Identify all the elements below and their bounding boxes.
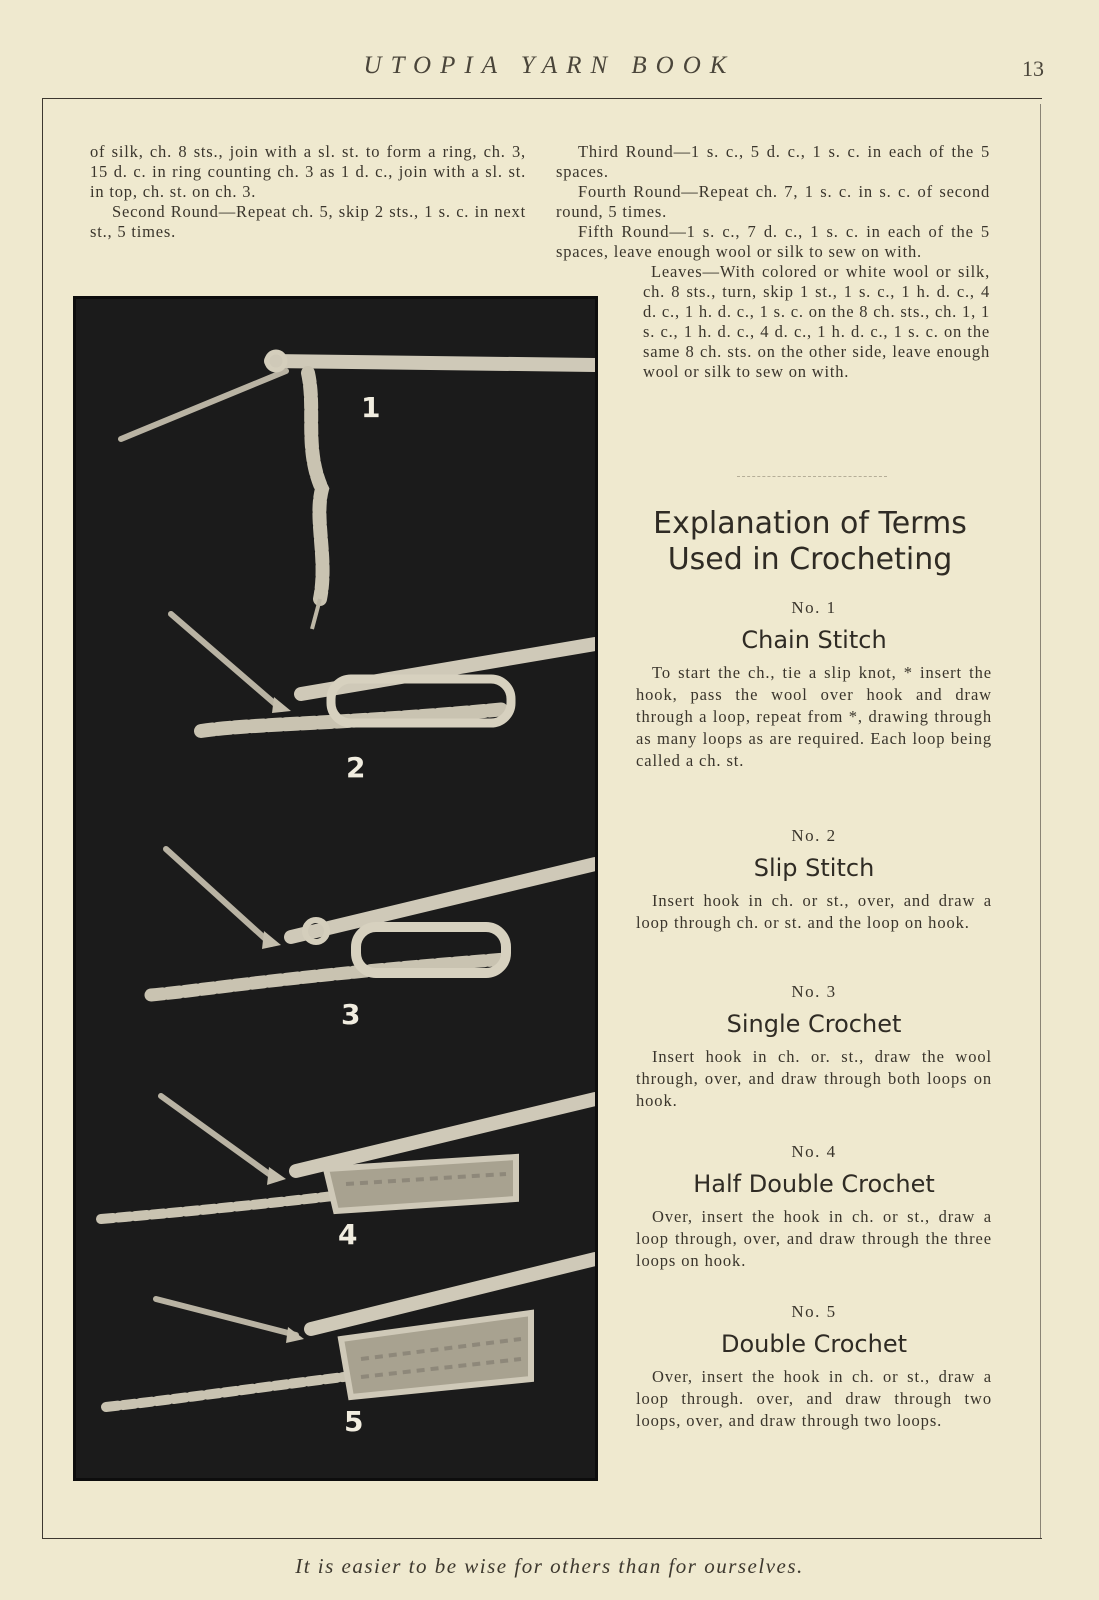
term-number: No. 5 [791, 1302, 837, 1321]
section-title [625, 506, 995, 578]
photo-number-1: 1 [361, 391, 381, 424]
term-description: To start the ch., tie a slip knot, * insert the hook, pass the wool over hook and draw through a loop, repeat from *, drawing through as many loops as are required. Each loop being called a ch. st. [636, 663, 992, 770]
term-name: Double Crochet [720, 1330, 908, 1358]
term-name: Chain Stitch [741, 626, 887, 654]
fourth-round-para: Fourth Round—Repeat ch. 7, 1 s. c. in s. c. of second round, 5 times. [556, 182, 990, 221]
term-number: No. 2 [791, 826, 837, 845]
term-number: No. 3 [791, 982, 837, 1001]
section-divider [737, 476, 887, 477]
crochet-stitches-photo [73, 296, 598, 1481]
term-description: Over, insert the hook in ch. or st., draw a loop through, over, and draw through the three loops on hook. [636, 1207, 992, 1270]
term-double-crochet [636, 1302, 992, 1432]
left-para-1: of silk, ch. 8 sts., join with a sl. st. to form a ring, ch. 3, 15 d. c. in ring counting ch. 3 as 1 d. c., join with a sl. st. in top, ch. st. on ch. 3. [90, 142, 526, 201]
third-round-para: Third Round—1 s. c., 5 d. c., 1 s. c. in each of the 5 spaces. [556, 142, 990, 181]
photo-number-5: 5 [344, 1405, 364, 1438]
section-title-line-1: Explanation of Terms [653, 506, 967, 541]
term-description: Over, insert the hook in ch. or st., draw a loop through. over, and draw through two loops, over, and draw through two loops. [636, 1367, 992, 1430]
term-single-crochet [636, 982, 992, 1112]
term-slip-stitch [636, 826, 992, 934]
frame-right-rule [1040, 104, 1041, 1538]
left-para-2: Second Round—Repeat ch. 5, skip 2 sts., 1 s. c. in next st., 5 times. [90, 202, 526, 241]
frame-top-rule [42, 98, 1042, 99]
photo-number-2: 2 [346, 751, 366, 784]
frame-left-rule [42, 98, 43, 1538]
section-title-line-2: Used in Crocheting [667, 542, 953, 577]
leaves-para: Leaves—With colored or white wool or silk, ch. 8 sts., turn, skip 1 st., 1 s. c., 1 h. d. c., 4 d. c., 1 h. d. c., 1 s. c. on the 8 ch. sts., ch. 1, 1 s. c., 1 h. d. c., 4 d. c., 1 h. d. c., 1 s. c. on the same 8 ch. sts. on the other side, leave enough wool or silk to sew on with. [643, 262, 990, 381]
term-half-double-crochet [636, 1142, 992, 1272]
footer-motto: It is easier to be wise for others than for ourselves. [295, 1554, 804, 1578]
term-name: Single Crochet [726, 1010, 902, 1038]
term-number: No. 1 [791, 598, 837, 617]
term-chain-stitch [636, 598, 992, 772]
right-column-text [556, 142, 990, 382]
term-name: Slip Stitch [753, 854, 875, 882]
term-name: Half Double Crochet [693, 1170, 935, 1198]
term-number: No. 4 [791, 1142, 837, 1161]
running-title: UTOPIA YARN BOOK [363, 52, 736, 79]
page-number: 13 [1022, 56, 1044, 81]
term-description: Insert hook in ch. or st., over, and draw a loop through ch. or st. and the loop on hook. [636, 891, 992, 932]
term-description: Insert hook in ch. or. st., draw the wool through, over, and draw through both loops on hook. [636, 1047, 992, 1110]
photo-number-3: 3 [341, 998, 361, 1031]
fifth-round-para: Fifth Round—1 s. c., 7 d. c., 1 s. c. in each of the 5 spaces, leave enough wool or silk to sew on with. [556, 222, 990, 261]
frame-bottom-rule [42, 1538, 1042, 1539]
photo-number-4: 4 [338, 1218, 358, 1251]
stitches-illustration [76, 299, 595, 1478]
left-column-text [90, 142, 526, 242]
